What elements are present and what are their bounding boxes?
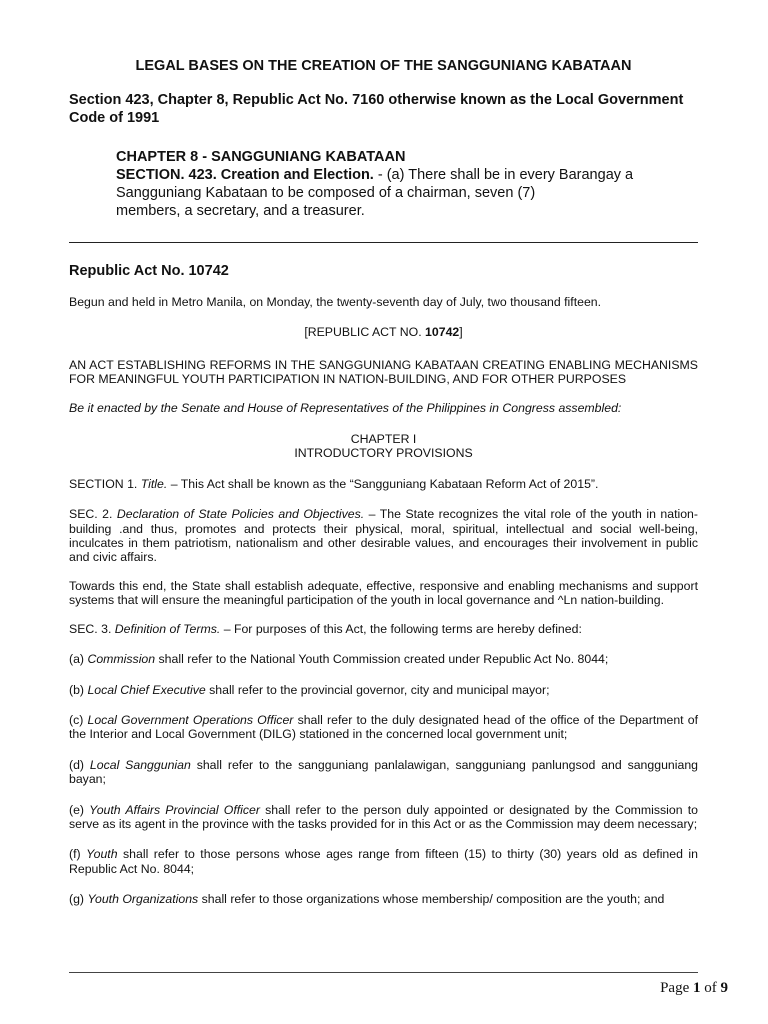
definition-item bbox=[69, 652, 698, 666]
definition-term: Youth Organizations bbox=[87, 892, 199, 907]
towards-paragraph: Towards this end, the State shall establish adequate, effective, responsive and enabling mechanisms and support systems that will ensure the meaningful participation of the youth in local governance and ^Ln nation-building. bbox=[69, 578, 698, 608]
definition-prefix: (a) bbox=[69, 652, 88, 667]
footer-rule bbox=[69, 972, 698, 973]
definition-item bbox=[69, 892, 698, 906]
page-footer bbox=[660, 980, 728, 997]
section-3-title: Definition of Terms. bbox=[114, 621, 221, 636]
definition-item bbox=[69, 713, 698, 742]
definition-text: shall refer to the person duly appointed or designated by the Commission to serve as its agent in the province with the tasks provided for in this Act or as the Commission may deem necessary; bbox=[69, 802, 698, 831]
section-1 bbox=[69, 477, 698, 491]
section-2-label: SEC. 2. bbox=[69, 507, 117, 522]
ra-reference-prefix: [REPUBLIC ACT NO. bbox=[304, 325, 426, 340]
begun-paragraph: Begun and held in Metro Manila, on Monday, the twenty-seventh day of July, two thousand fifteen. bbox=[69, 295, 602, 309]
definition-prefix: (d) bbox=[69, 757, 90, 772]
section-1-title: Title. bbox=[140, 476, 168, 491]
definition-term: Local Chief Executive bbox=[87, 682, 206, 697]
section-423-line-2: Sangguniang Kabataan to be composed of a chairman, seven (7) bbox=[116, 185, 536, 201]
section-423-line-3: members, a secretary, and a treasurer. bbox=[116, 203, 365, 219]
ra-10742-heading: Republic Act No. 10742 bbox=[69, 263, 229, 279]
document-body bbox=[69, 58, 698, 907]
chapter-1-name: INTRODUCTORY PROVISIONS bbox=[294, 446, 473, 461]
section-423-line-1 bbox=[116, 166, 698, 184]
section-divider bbox=[69, 242, 698, 243]
definition-term: Local Government Operations Officer bbox=[87, 712, 294, 727]
definition-text: shall refer to the National Youth Commission created under Republic Act No. 8044; bbox=[155, 652, 609, 667]
chapter-1-label: CHAPTER I bbox=[350, 432, 417, 447]
definition-prefix: (g) bbox=[69, 892, 88, 907]
section-423-heading: Section 423, Chapter 8, Republic Act No. 7160 otherwise known as the Local Government Code of 1991 bbox=[69, 92, 684, 126]
enacting-clause: Be it enacted by the Senate and House of Representatives of the Philippines in Congress assembled: bbox=[69, 400, 622, 415]
total-pages: 9 bbox=[720, 980, 728, 996]
definition-text: shall refer to those organizations whose membership/ composition are the youth; and bbox=[198, 892, 665, 907]
definition-term: Local Sanggunian bbox=[89, 757, 191, 772]
page-number: 1 bbox=[693, 980, 701, 996]
act-title: AN ACT ESTABLISHING REFORMS IN THE SANGGUNIANG KABATAAN CREATING ENABLING MECHANISMS FOR MEANINGFUL YOUTH PARTICIPATION IN NATION-BUILDING, AND FOR OTHER PURPOSES bbox=[69, 357, 698, 387]
chapter-8-block bbox=[116, 148, 698, 220]
section-2 bbox=[69, 507, 698, 565]
definition-item bbox=[69, 683, 698, 697]
definition-term: Youth bbox=[86, 847, 118, 862]
definition-text: shall refer to the provincial governor, city and municipal mayor; bbox=[205, 682, 550, 697]
definition-text: shall refer to the sangguniang panlalawigan, sangguniang panlungsod and sangguniang bayan; bbox=[69, 757, 699, 787]
document-title: LEGAL BASES ON THE CREATION OF THE SANGGUNIANG KABATAAN bbox=[135, 58, 632, 74]
section-1-label: SECTION 1. bbox=[69, 476, 141, 491]
section-423-text-1: - (a) There shall be in every Barangay a bbox=[373, 167, 634, 183]
chapter-8-title: CHAPTER 8 - SANGGUNIANG KABATAAN bbox=[116, 149, 406, 165]
ra-reference bbox=[69, 325, 698, 339]
ra-reference-number: 10742 bbox=[425, 325, 460, 340]
definition-term: Youth Affairs Provincial Officer bbox=[89, 802, 260, 817]
definition-term: Commission bbox=[87, 652, 156, 667]
page-word: Page bbox=[660, 980, 693, 996]
section-2-text: – The State recognizes the vital role of the youth in nation-building .and thus, promotes and protects their physical, moral, spiritual, intellectual and social well-being, inculcates in them patriotism, nationalism and other desirable values, and encourages their involvement in public and civic affairs. bbox=[69, 507, 698, 565]
definition-text: shall refer to the duly designated head of the office of the Department of the Interior and Local Government (DILG) stationed in the concerned local government unit; bbox=[69, 712, 698, 742]
definition-prefix: (b) bbox=[69, 682, 88, 697]
of-word: of bbox=[700, 980, 721, 996]
ra-reference-suffix: ] bbox=[459, 325, 463, 340]
section-3 bbox=[69, 622, 698, 636]
definition-prefix: (f) bbox=[69, 847, 87, 862]
definition-text: shall refer to those persons whose ages range from fifteen (15) to thirty (30) years old as defined in Republic Act No. 8044; bbox=[69, 847, 698, 876]
section-1-text: – This Act shall be known as the “Sangguniang Kabataan Reform Act of 2015”. bbox=[167, 476, 599, 491]
definition-item bbox=[69, 803, 698, 832]
definition-item bbox=[69, 758, 698, 787]
section-3-label: SEC. 3. bbox=[69, 621, 115, 636]
definitions-list bbox=[69, 652, 698, 906]
section-423-label: SECTION. 423. Creation and Election. bbox=[116, 167, 374, 183]
definition-item bbox=[69, 847, 698, 876]
definition-prefix: (e) bbox=[69, 802, 90, 817]
section-2-title: Declaration of State Policies and Objectives. bbox=[116, 507, 365, 522]
definition-prefix: (c) bbox=[69, 712, 88, 727]
section-3-text: – For purposes of this Act, the following terms are hereby defined: bbox=[220, 621, 582, 636]
